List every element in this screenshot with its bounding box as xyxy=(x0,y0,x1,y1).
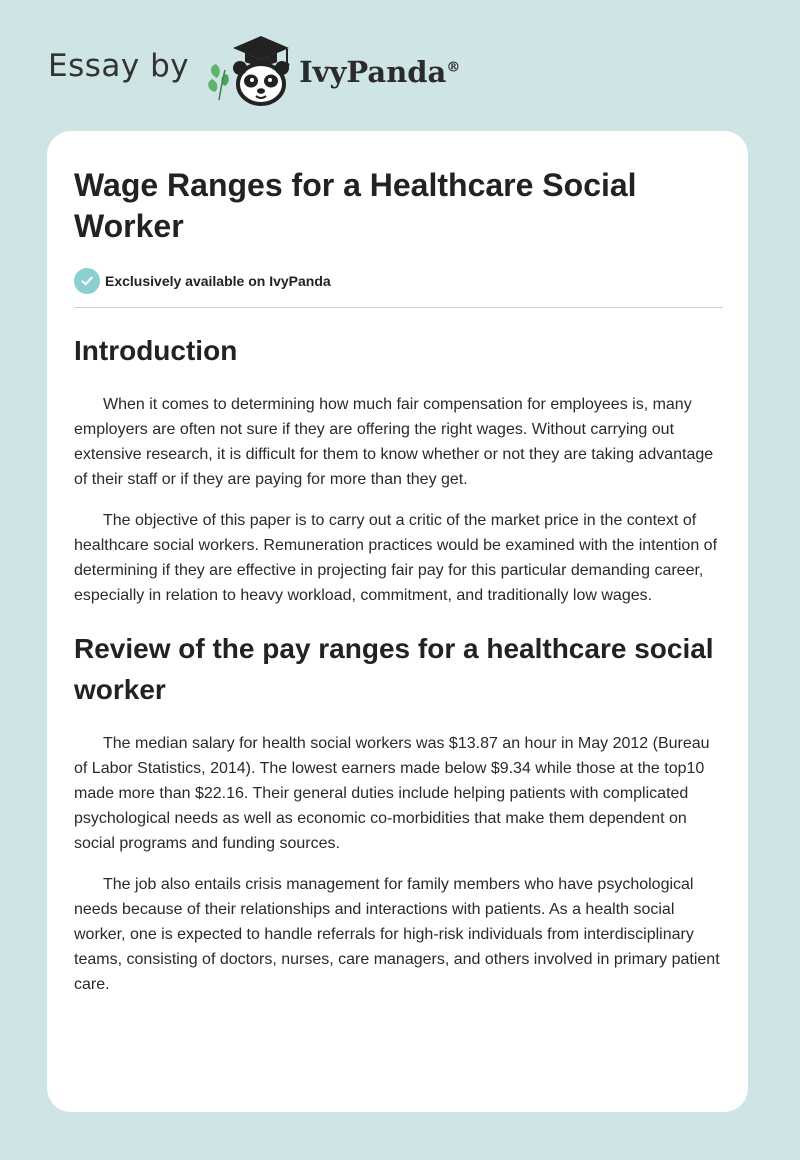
brand-name[interactable]: IvyPanda® xyxy=(299,55,461,89)
check-icon xyxy=(74,268,100,294)
essay-by-label: Essay by xyxy=(48,48,190,84)
registered-mark: ® xyxy=(446,59,461,76)
section-heading-review: Review of the pay ranges for a healthcare social worker xyxy=(74,633,714,705)
essay-content xyxy=(74,165,723,997)
ivy-leaf-icon xyxy=(208,64,229,100)
paragraph: When it comes to determining how much fair compensation for employees is, many employers are often not sure if they are offering the right wages. Without carrying out extensive research, it is difficult for them to know whether or not they are taking advantage of their staff or if they are paying for more than they get. xyxy=(74,396,714,488)
paragraph: The job also entails crisis management for family members who have psychological needs because of their relationships and interactions with patients. As a health social worker, one is expected to handle referrals for high-risk individuals from interdisciplinary teams, consisting of doctors, nurses, care managers, and others involved in primary patient care. xyxy=(74,876,720,993)
paragraph: The objective of this paper is to carry out a critic of the market price in the context of healthcare social workers. Remuneration practices would be examined with the intention of determining if they are effective in projecting fair pay for this particular demanding career, especially in relation to heavy workload, commitment, and traditionally low wages. xyxy=(74,512,718,604)
exclusive-badge xyxy=(74,267,723,295)
panda-graduate-icon[interactable] xyxy=(203,30,295,110)
site-header xyxy=(48,30,548,110)
paragraph: The median salary for health social workers was $13.87 an hour in May 2012 (Bureau of Labor Statistics, 2014). The lowest earners made below $9.34 while those at the top10 made more than $22.16. Their general duties include helping patients with complicated psychological needs as well as economic co-morbidities that make them dependent on social programs and funding sources. xyxy=(74,735,710,852)
exclusive-badge-label: Exclusively available on IvyPanda xyxy=(105,273,331,289)
divider xyxy=(74,307,723,308)
essay-card xyxy=(47,131,748,1112)
section-heading-introduction: Introduction xyxy=(74,335,238,366)
page-title: Wage Ranges for a Healthcare Social Worker xyxy=(74,167,637,244)
